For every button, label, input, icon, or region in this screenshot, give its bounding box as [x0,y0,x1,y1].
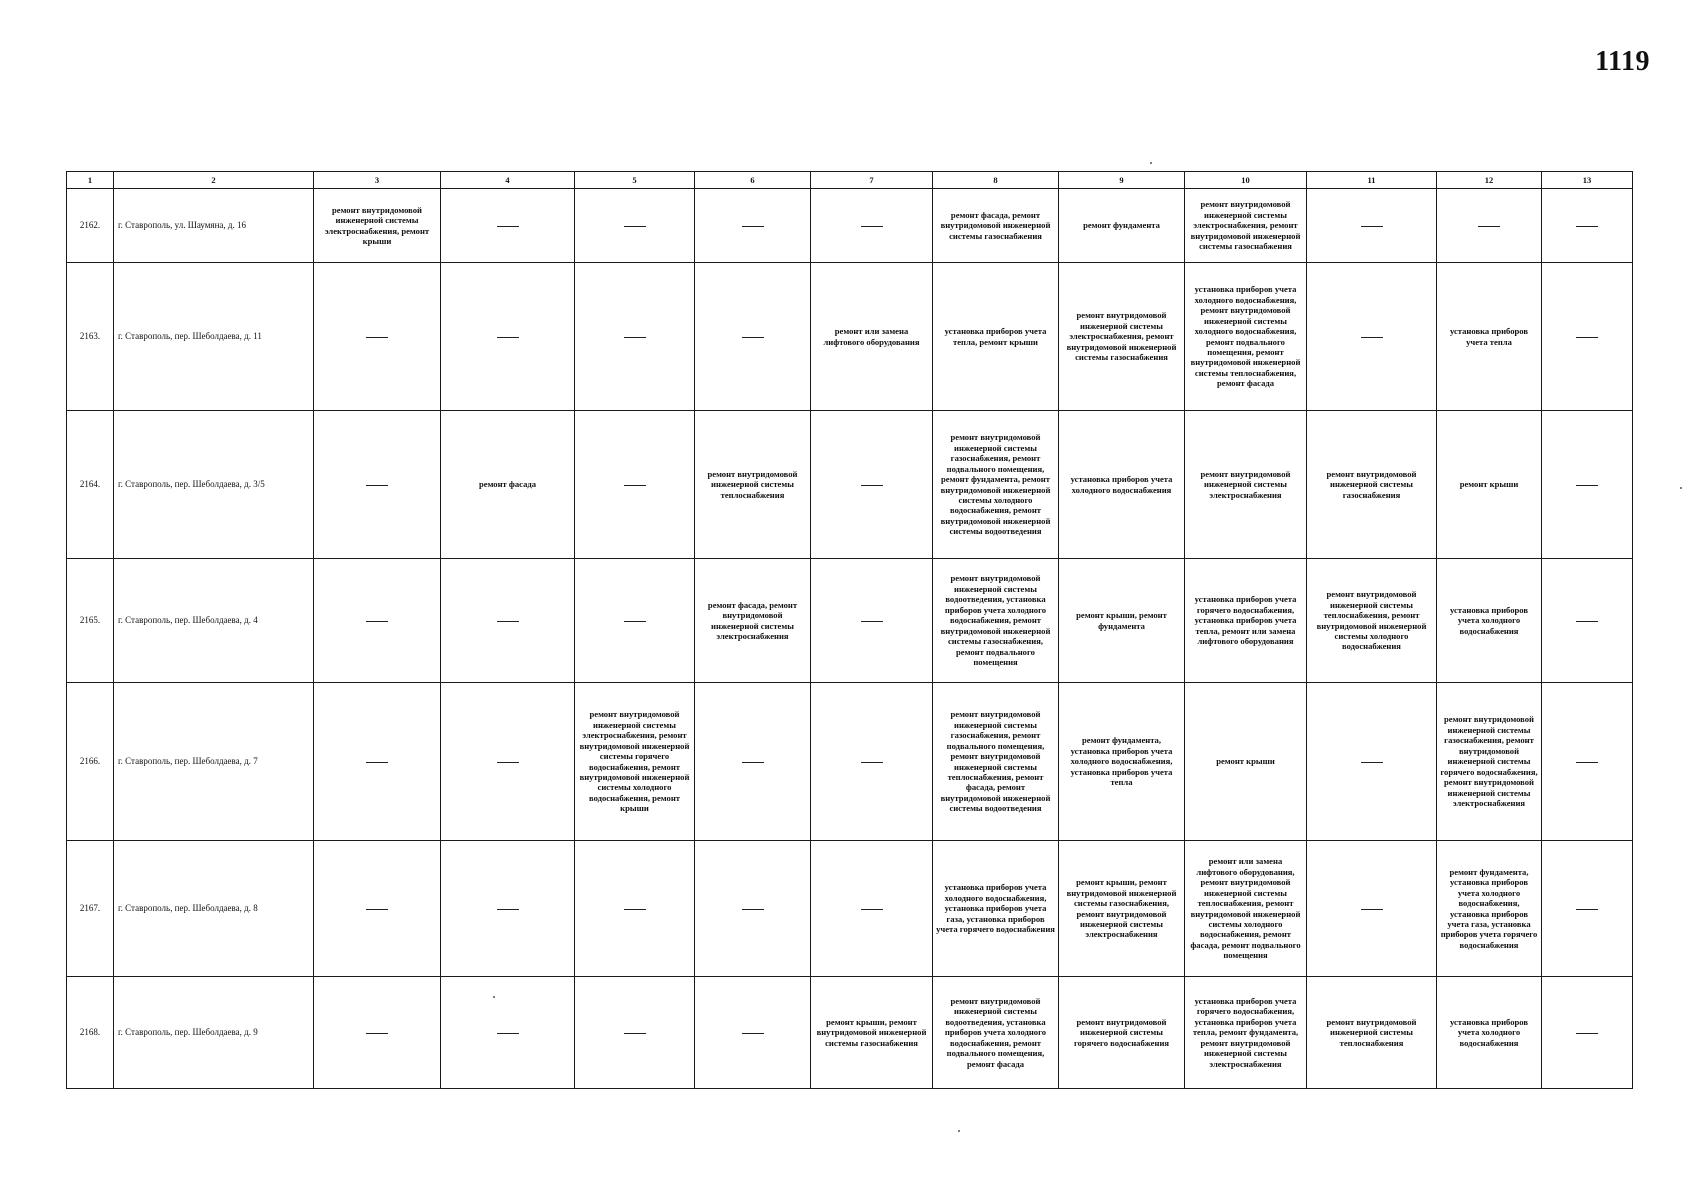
address-cell: г. Ставрополь, пер. Шеболдаева, д. 7 [114,683,314,841]
work-cell-col-13 [1542,263,1633,411]
empty-dash [497,226,519,227]
address-cell: г. Ставрополь, пер. Шеболдаева, д. 11 [114,263,314,411]
column-number: 12 [1437,172,1542,189]
work-cell-col-11 [1307,683,1437,841]
empty-dash [1576,909,1598,910]
empty-dash [497,621,519,622]
empty-dash [1361,337,1383,338]
empty-dash [366,909,388,910]
row-number: 2165. [67,559,114,683]
work-cell-col-10: ремонт внутридомовой инженерной системы электроснабжения, ремонт внутридомовой инженерной системы газоснабжения [1185,189,1307,263]
work-cell-col-6 [695,977,811,1089]
work-cell-col-4 [441,683,575,841]
work-cell-col-8: установка приборов учета тепла, ремонт крыши [933,263,1059,411]
empty-dash [1478,226,1500,227]
column-number: 10 [1185,172,1307,189]
work-cell-col-13 [1542,189,1633,263]
work-cell-col-8: ремонт фасада, ремонт внутридомовой инженерной системы газоснабжения [933,189,1059,263]
work-cell-col-11 [1307,189,1437,263]
work-cell-col-9: установка приборов учета холодного водоснабжения [1059,411,1185,559]
work-cell-col-5 [575,841,695,977]
page-number: 1119 [1595,46,1650,77]
work-cell-col-11: ремонт внутридомовой инженерной системы газоснабжения [1307,411,1437,559]
empty-dash [497,909,519,910]
work-cell-col-10: установка приборов учета горячего водоснабжения, установка приборов учета тепла, ремонт или замена лифтового оборудования [1185,559,1307,683]
empty-dash [861,621,883,622]
work-cell-col-5: ремонт внутридомовой инженерной системы электроснабжения, ремонт внутридомовой инженерной системы горячего водоснабжения, ремонт внутридомовой инженерной системы холодного водоснабжения, ремонт крыши [575,683,695,841]
empty-dash [742,226,764,227]
empty-dash [1361,909,1383,910]
work-cell-col-6 [695,189,811,263]
empty-dash [742,909,764,910]
work-cell-col-5 [575,189,695,263]
table-row [67,683,1633,841]
empty-dash [861,909,883,910]
work-cell-col-12 [1437,189,1542,263]
column-number: 5 [575,172,695,189]
work-cell-col-4 [441,841,575,977]
empty-dash [1361,226,1383,227]
column-number: 9 [1059,172,1185,189]
work-cell-col-13 [1542,683,1633,841]
empty-dash [861,226,883,227]
address-cell: г. Ставрополь, ул. Шаумяна, д. 16 [114,189,314,263]
address-cell: г. Ставрополь, пер. Шеболдаева, д. 8 [114,841,314,977]
work-cell-col-3 [314,977,441,1089]
column-number: 7 [811,172,933,189]
column-number: 2 [114,172,314,189]
empty-dash [861,485,883,486]
empty-dash [624,226,646,227]
empty-dash [1576,762,1598,763]
work-cell-col-7 [811,841,933,977]
empty-dash [497,762,519,763]
work-cell-col-10: ремонт или замена лифтового оборудования, ремонт внутридомовой инженерной системы теплоснабжения, ремонт внутридомовой инженерной системы холодного водоснабжения, ремонт фасада, ремонт подвального помещения [1185,841,1307,977]
table-row [67,841,1633,977]
scan-speck [1680,487,1682,489]
scan-speck [493,996,495,998]
work-cell-col-8: установка приборов учета холодного водоснабжения, установка приборов учета газа, установка приборов учета горячего водоснабжения [933,841,1059,977]
work-cell-col-7 [811,559,933,683]
empty-dash [624,337,646,338]
work-cell-col-6 [695,683,811,841]
empty-dash [861,762,883,763]
work-cell-col-3 [314,411,441,559]
work-cell-col-7 [811,411,933,559]
empty-dash [1361,762,1383,763]
empty-dash [742,1033,764,1034]
work-cell-col-3 [314,841,441,977]
scan-speck [958,1130,960,1132]
empty-dash [1576,226,1598,227]
scan-speck [1150,162,1152,164]
work-cell-col-9: ремонт крыши, ремонт внутридомовой инженерной системы газоснабжения, ремонт внутридомовой инженерной системы электроснабжения [1059,841,1185,977]
work-cell-col-3: ремонт внутридомовой инженерной системы электроснабжения, ремонт крыши [314,189,441,263]
column-number: 13 [1542,172,1633,189]
work-cell-col-13 [1542,559,1633,683]
column-number: 8 [933,172,1059,189]
address-cell: г. Ставрополь, пер. Шеболдаева, д. 9 [114,977,314,1089]
empty-dash [366,762,388,763]
table-row [67,411,1633,559]
work-cell-col-7 [811,683,933,841]
work-cell-col-5 [575,977,695,1089]
table-row [67,977,1633,1089]
work-cell-col-6 [695,841,811,977]
column-number-row [67,172,1633,189]
empty-dash [624,621,646,622]
address-cell: г. Ставрополь, пер. Шеболдаева, д. 3/5 [114,411,314,559]
work-cell-col-11 [1307,841,1437,977]
work-cell-col-3 [314,263,441,411]
work-cell-col-11: ремонт внутридомовой инженерной системы теплоснабжения, ремонт внутридомовой инженерной системы холодного водоснабжения [1307,559,1437,683]
table-row [67,559,1633,683]
work-cell-col-7 [811,189,933,263]
work-cell-col-7: ремонт крыши, ремонт внутридомовой инженерной системы газоснабжения [811,977,933,1089]
work-cell-col-8: ремонт внутридомовой инженерной системы водоотведения, установка приборов учета холодного водоснабжения, ремонт внутридомовой инженерной системы газоснабжения, ремонт подвального помещения [933,559,1059,683]
table-row [67,189,1633,263]
work-cell-col-3 [314,683,441,841]
work-cell-col-8: ремонт внутридомовой инженерной системы водоотведения, установка приборов учета холодного водоснабжения, ремонт подвального помещения, ремонт фасада [933,977,1059,1089]
work-cell-col-6: ремонт фасада, ремонт внутридомовой инженерной системы электроснабжения [695,559,811,683]
work-cell-col-12: установка приборов учета холодного водоснабжения [1437,977,1542,1089]
work-cell-col-4: ремонт фасада [441,411,575,559]
empty-dash [1576,1033,1598,1034]
work-cell-col-3 [314,559,441,683]
empty-dash [624,1033,646,1034]
column-number: 6 [695,172,811,189]
work-cell-col-7: ремонт или замена лифтового оборудования [811,263,933,411]
row-number: 2162. [67,189,114,263]
work-cell-col-9: ремонт внутридомовой инженерной системы электроснабжения, ремонт внутридомовой инженерной системы газоснабжения [1059,263,1185,411]
work-cell-col-5 [575,263,695,411]
column-number: 1 [67,172,114,189]
table-row [67,263,1633,411]
work-cell-col-9: ремонт крыши, ремонт фундамента [1059,559,1185,683]
work-cell-col-12: установка приборов учета холодного водоснабжения [1437,559,1542,683]
work-cell-col-10: ремонт внутридомовой инженерной системы электроснабжения [1185,411,1307,559]
row-number: 2166. [67,683,114,841]
row-number: 2163. [67,263,114,411]
empty-dash [366,485,388,486]
work-cell-col-4 [441,263,575,411]
work-cell-col-9: ремонт внутридомовой инженерной системы горячего водоснабжения [1059,977,1185,1089]
row-number: 2167. [67,841,114,977]
address-cell: г. Ставрополь, пер. Шеболдаева, д. 4 [114,559,314,683]
work-cell-col-11 [1307,263,1437,411]
work-cell-col-12: ремонт внутридомовой инженерной системы газоснабжения, ремонт внутридомовой инженерной системы горячего водоснабжения, ремонт внутридомовой инженерной системы электроснабжения [1437,683,1542,841]
work-cell-col-5 [575,411,695,559]
work-cell-col-12: ремонт крыши [1437,411,1542,559]
column-number: 4 [441,172,575,189]
work-cell-col-13 [1542,841,1633,977]
work-cell-col-4 [441,189,575,263]
work-cell-col-12: установка приборов учета тепла [1437,263,1542,411]
work-cell-col-8: ремонт внутридомовой инженерной системы газоснабжения, ремонт подвального помещения, ремонт внутридомовой инженерной системы теплоснабжения, ремонт фасада, ремонт внутридомовой инженерной системы водоотведения [933,683,1059,841]
work-cell-col-8: ремонт внутридомовой инженерной системы газоснабжения, ремонт подвального помещения, ремонт фундамента, ремонт внутридомовой инженерной системы холодного водоснабжения, ремонт внутридомовой инженерной системы водоотведения [933,411,1059,559]
column-number: 3 [314,172,441,189]
work-cell-col-11: ремонт внутридомовой инженерной системы теплоснабжения [1307,977,1437,1089]
row-number: 2168. [67,977,114,1089]
empty-dash [1576,485,1598,486]
empty-dash [742,337,764,338]
repair-schedule-table [66,171,1633,1089]
work-cell-col-6: ремонт внутридомовой инженерной системы теплоснабжения [695,411,811,559]
empty-dash [366,621,388,622]
empty-dash [497,337,519,338]
empty-dash [497,1033,519,1034]
work-cell-col-4 [441,559,575,683]
work-cell-col-10: установка приборов учета горячего водоснабжения, установка приборов учета тепла, ремонт фундамента, ремонт внутридомовой инженерной системы электроснабжения [1185,977,1307,1089]
work-cell-col-5 [575,559,695,683]
work-cell-col-9: ремонт фундамента, установка приборов учета холодного водоснабжения, установка приборов учета тепла [1059,683,1185,841]
empty-dash [1576,337,1598,338]
work-cell-col-9: ремонт фундамента [1059,189,1185,263]
work-cell-col-4 [441,977,575,1089]
work-cell-col-13 [1542,977,1633,1089]
work-cell-col-12: ремонт фундамента, установка приборов учета холодного водоснабжения, установка приборов учета газа, установка приборов учета горячего водоснабжения [1437,841,1542,977]
empty-dash [366,1033,388,1034]
column-number: 11 [1307,172,1437,189]
empty-dash [624,909,646,910]
empty-dash [624,485,646,486]
work-cell-col-10: установка приборов учета холодного водоснабжения, ремонт внутридомовой инженерной системы холодного водоснабжения, ремонт подвального помещения, ремонт внутридомовой инженерной системы теплоснабжения, ремонт фасада [1185,263,1307,411]
work-cell-col-10: ремонт крыши [1185,683,1307,841]
empty-dash [366,337,388,338]
work-cell-col-13 [1542,411,1633,559]
row-number: 2164. [67,411,114,559]
empty-dash [742,762,764,763]
work-cell-col-6 [695,263,811,411]
empty-dash [1576,621,1598,622]
